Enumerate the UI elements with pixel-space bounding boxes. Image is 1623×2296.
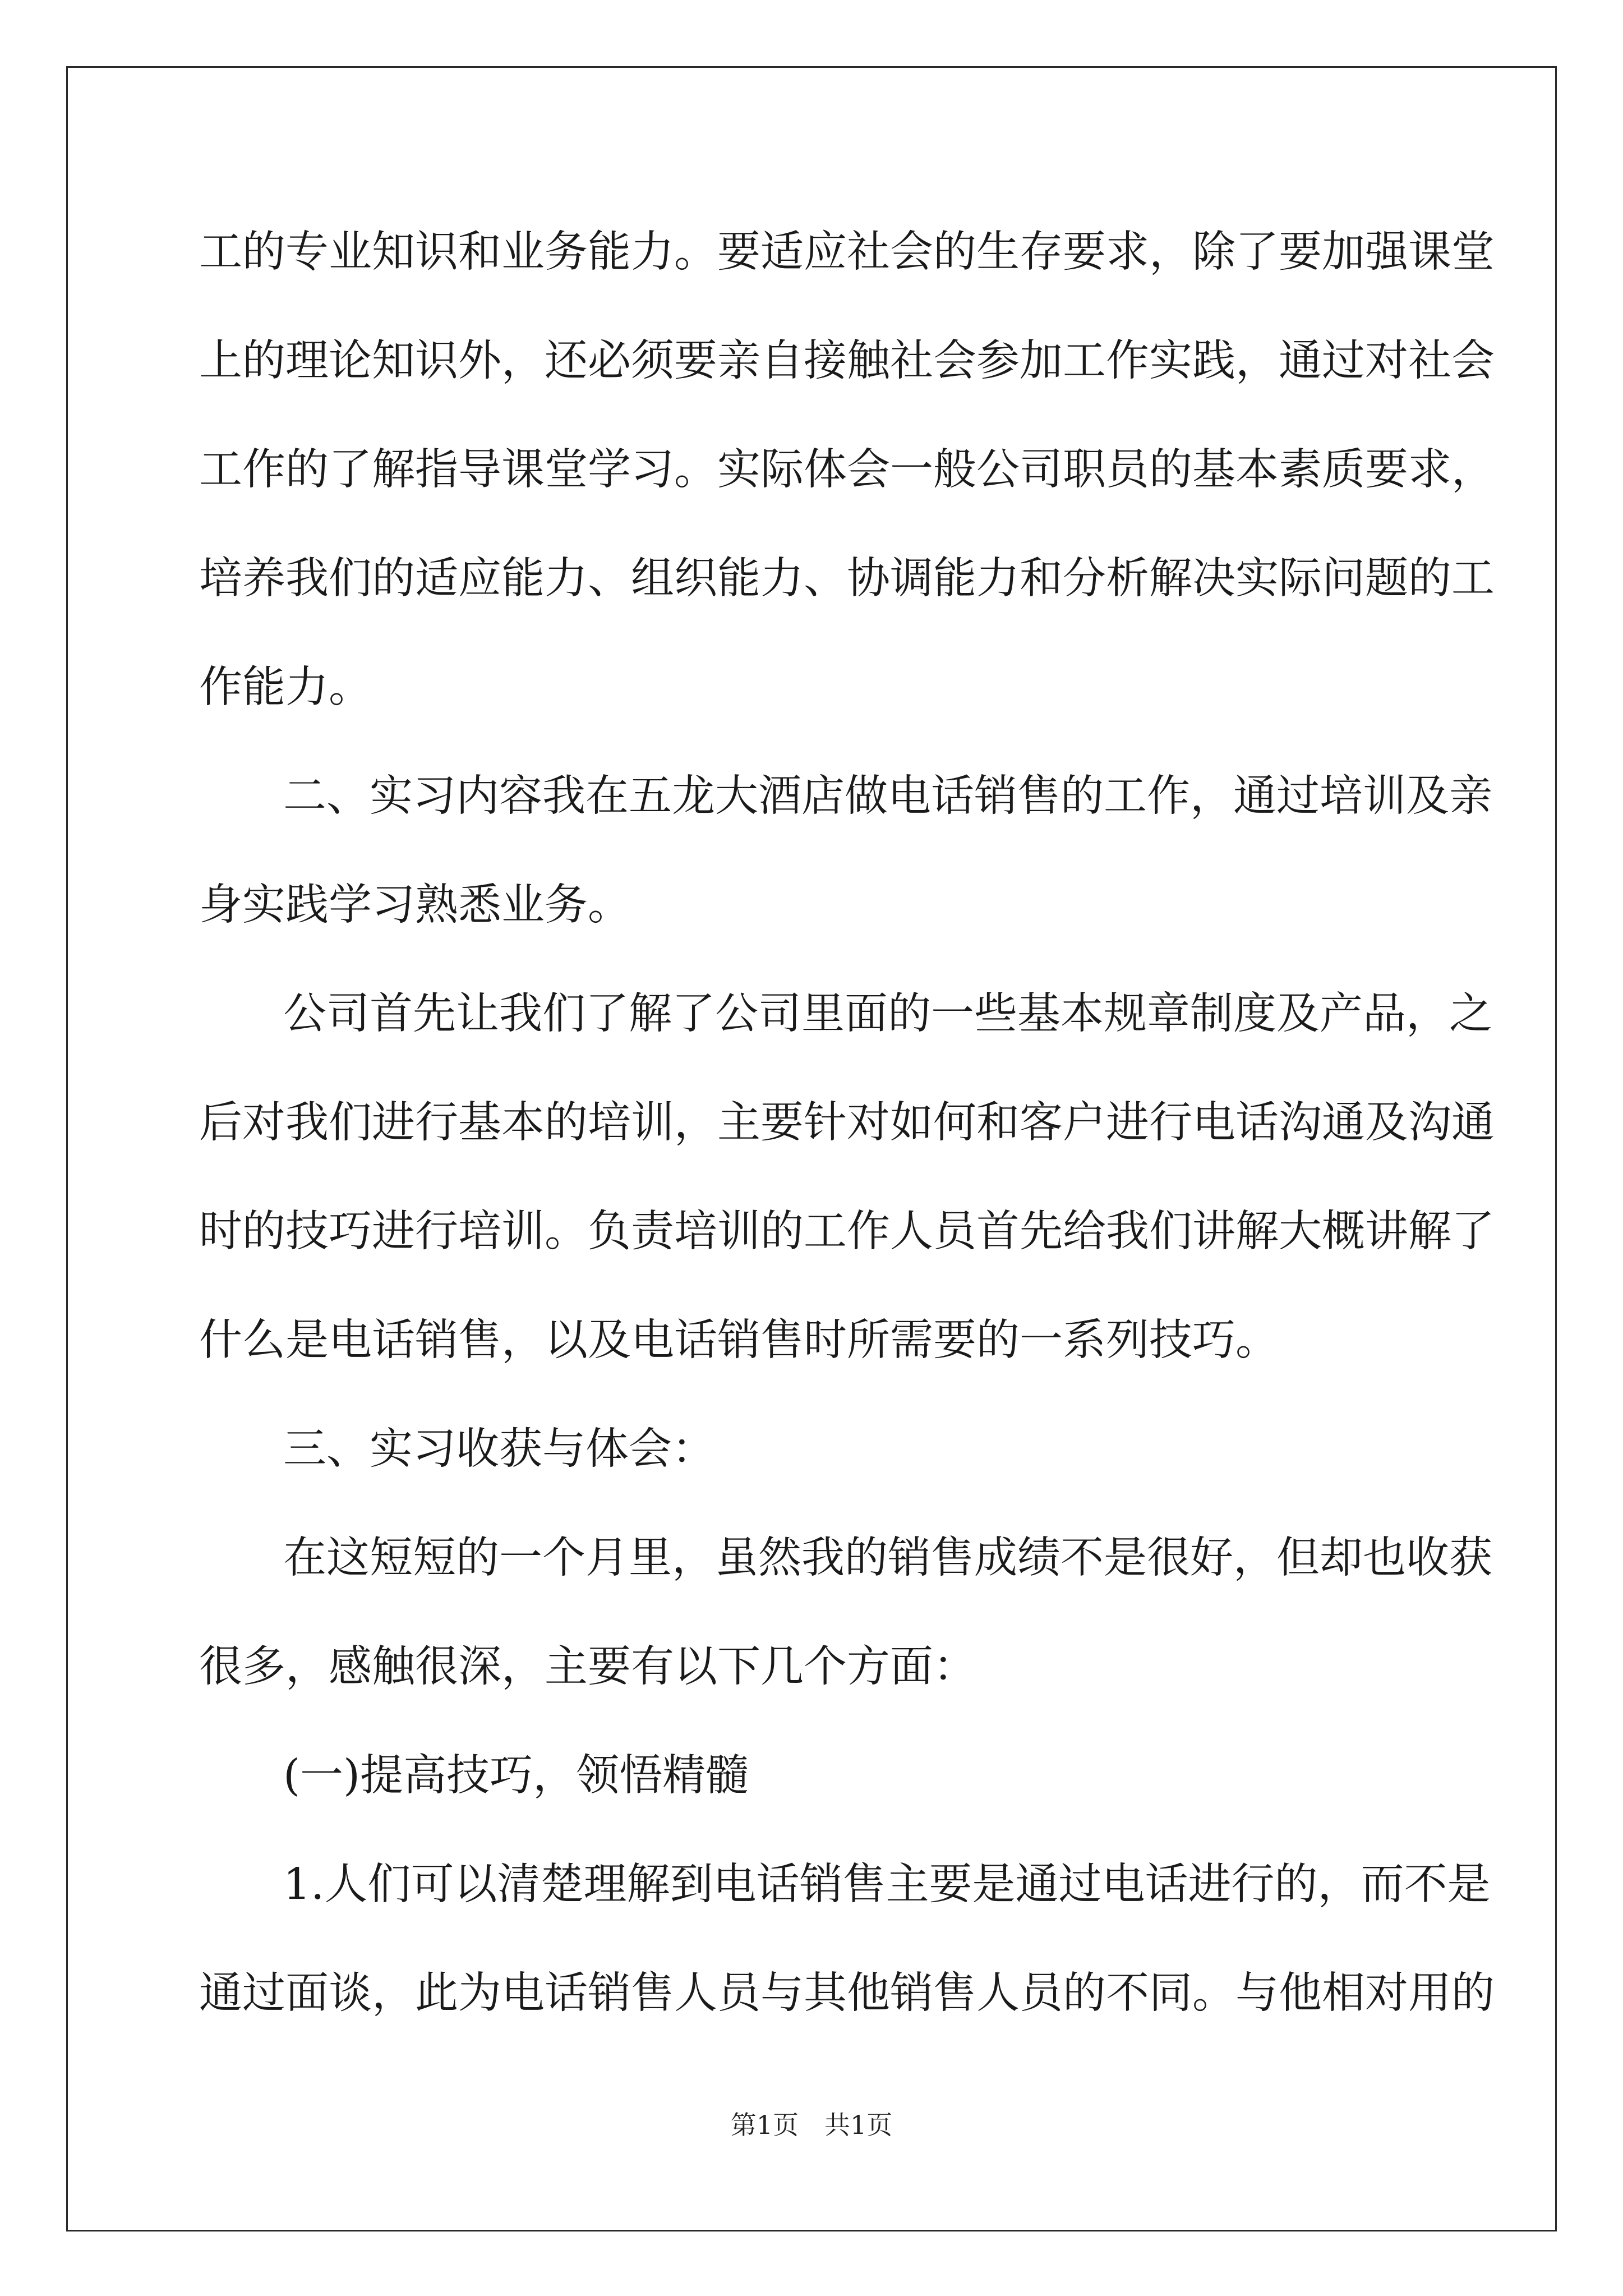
text-line: 工作的了解指导课堂学习。实际体会一般公司职员的基本素质要求， <box>199 445 1495 495</box>
section-heading-line: 二、实习内容我在五龙大酒店做电话销售的工作，通过培训及亲 <box>283 771 1492 821</box>
text-line: 时的技巧进行培训。负责培训的工作人员首先给我们讲解大概讲解了 <box>199 1207 1495 1257</box>
section-heading: 三、实习收获与体会： <box>283 1424 715 1474</box>
text-line: 身实践学习熟悉业务。 <box>199 880 631 930</box>
text-line: 后对我们进行基本的培训，主要针对如何和客户进行电话沟通及沟通 <box>199 1098 1495 1148</box>
subsection-heading: (一)提高技巧，领悟精髓 <box>283 1751 749 1801</box>
paragraph-first-line: 在这短短的一个月里，虽然我的销售成绩不是很好，但却也收获 <box>283 1533 1492 1583</box>
document-body <box>199 219 1495 2069</box>
paragraph-first-line: 公司首先让我们了解了公司里面的一些基本规章制度及产品，之 <box>283 989 1492 1039</box>
text-line: 很多，感触很深，主要有以下几个方面： <box>199 1642 976 1692</box>
page-number-footer: 第1页 共1页 <box>730 2110 893 2140</box>
text-line: 什么是电话销售，以及电话销售时所需要的一系列技巧。 <box>199 1315 1279 1365</box>
paragraph-first-line: 1.人们可以清楚理解到电话销售主要是通过电话进行的，而不是 <box>283 1860 1491 1910</box>
text-line: 上的理论知识外，还必须要亲自接触社会参加工作实践，通过对社会 <box>199 336 1495 386</box>
text-line: 作能力。 <box>199 662 372 712</box>
text-line: 工的专业知识和业务能力。要适应社会的生存要求，除了要加强课堂 <box>199 227 1495 277</box>
text-line: 通过面谈，此为电话销售人员与其他销售人员的不同。与他相对用的 <box>199 1968 1495 2018</box>
text-line: 培养我们的适应能力、组织能力、协调能力和分析解决实际问题的工 <box>199 554 1495 604</box>
